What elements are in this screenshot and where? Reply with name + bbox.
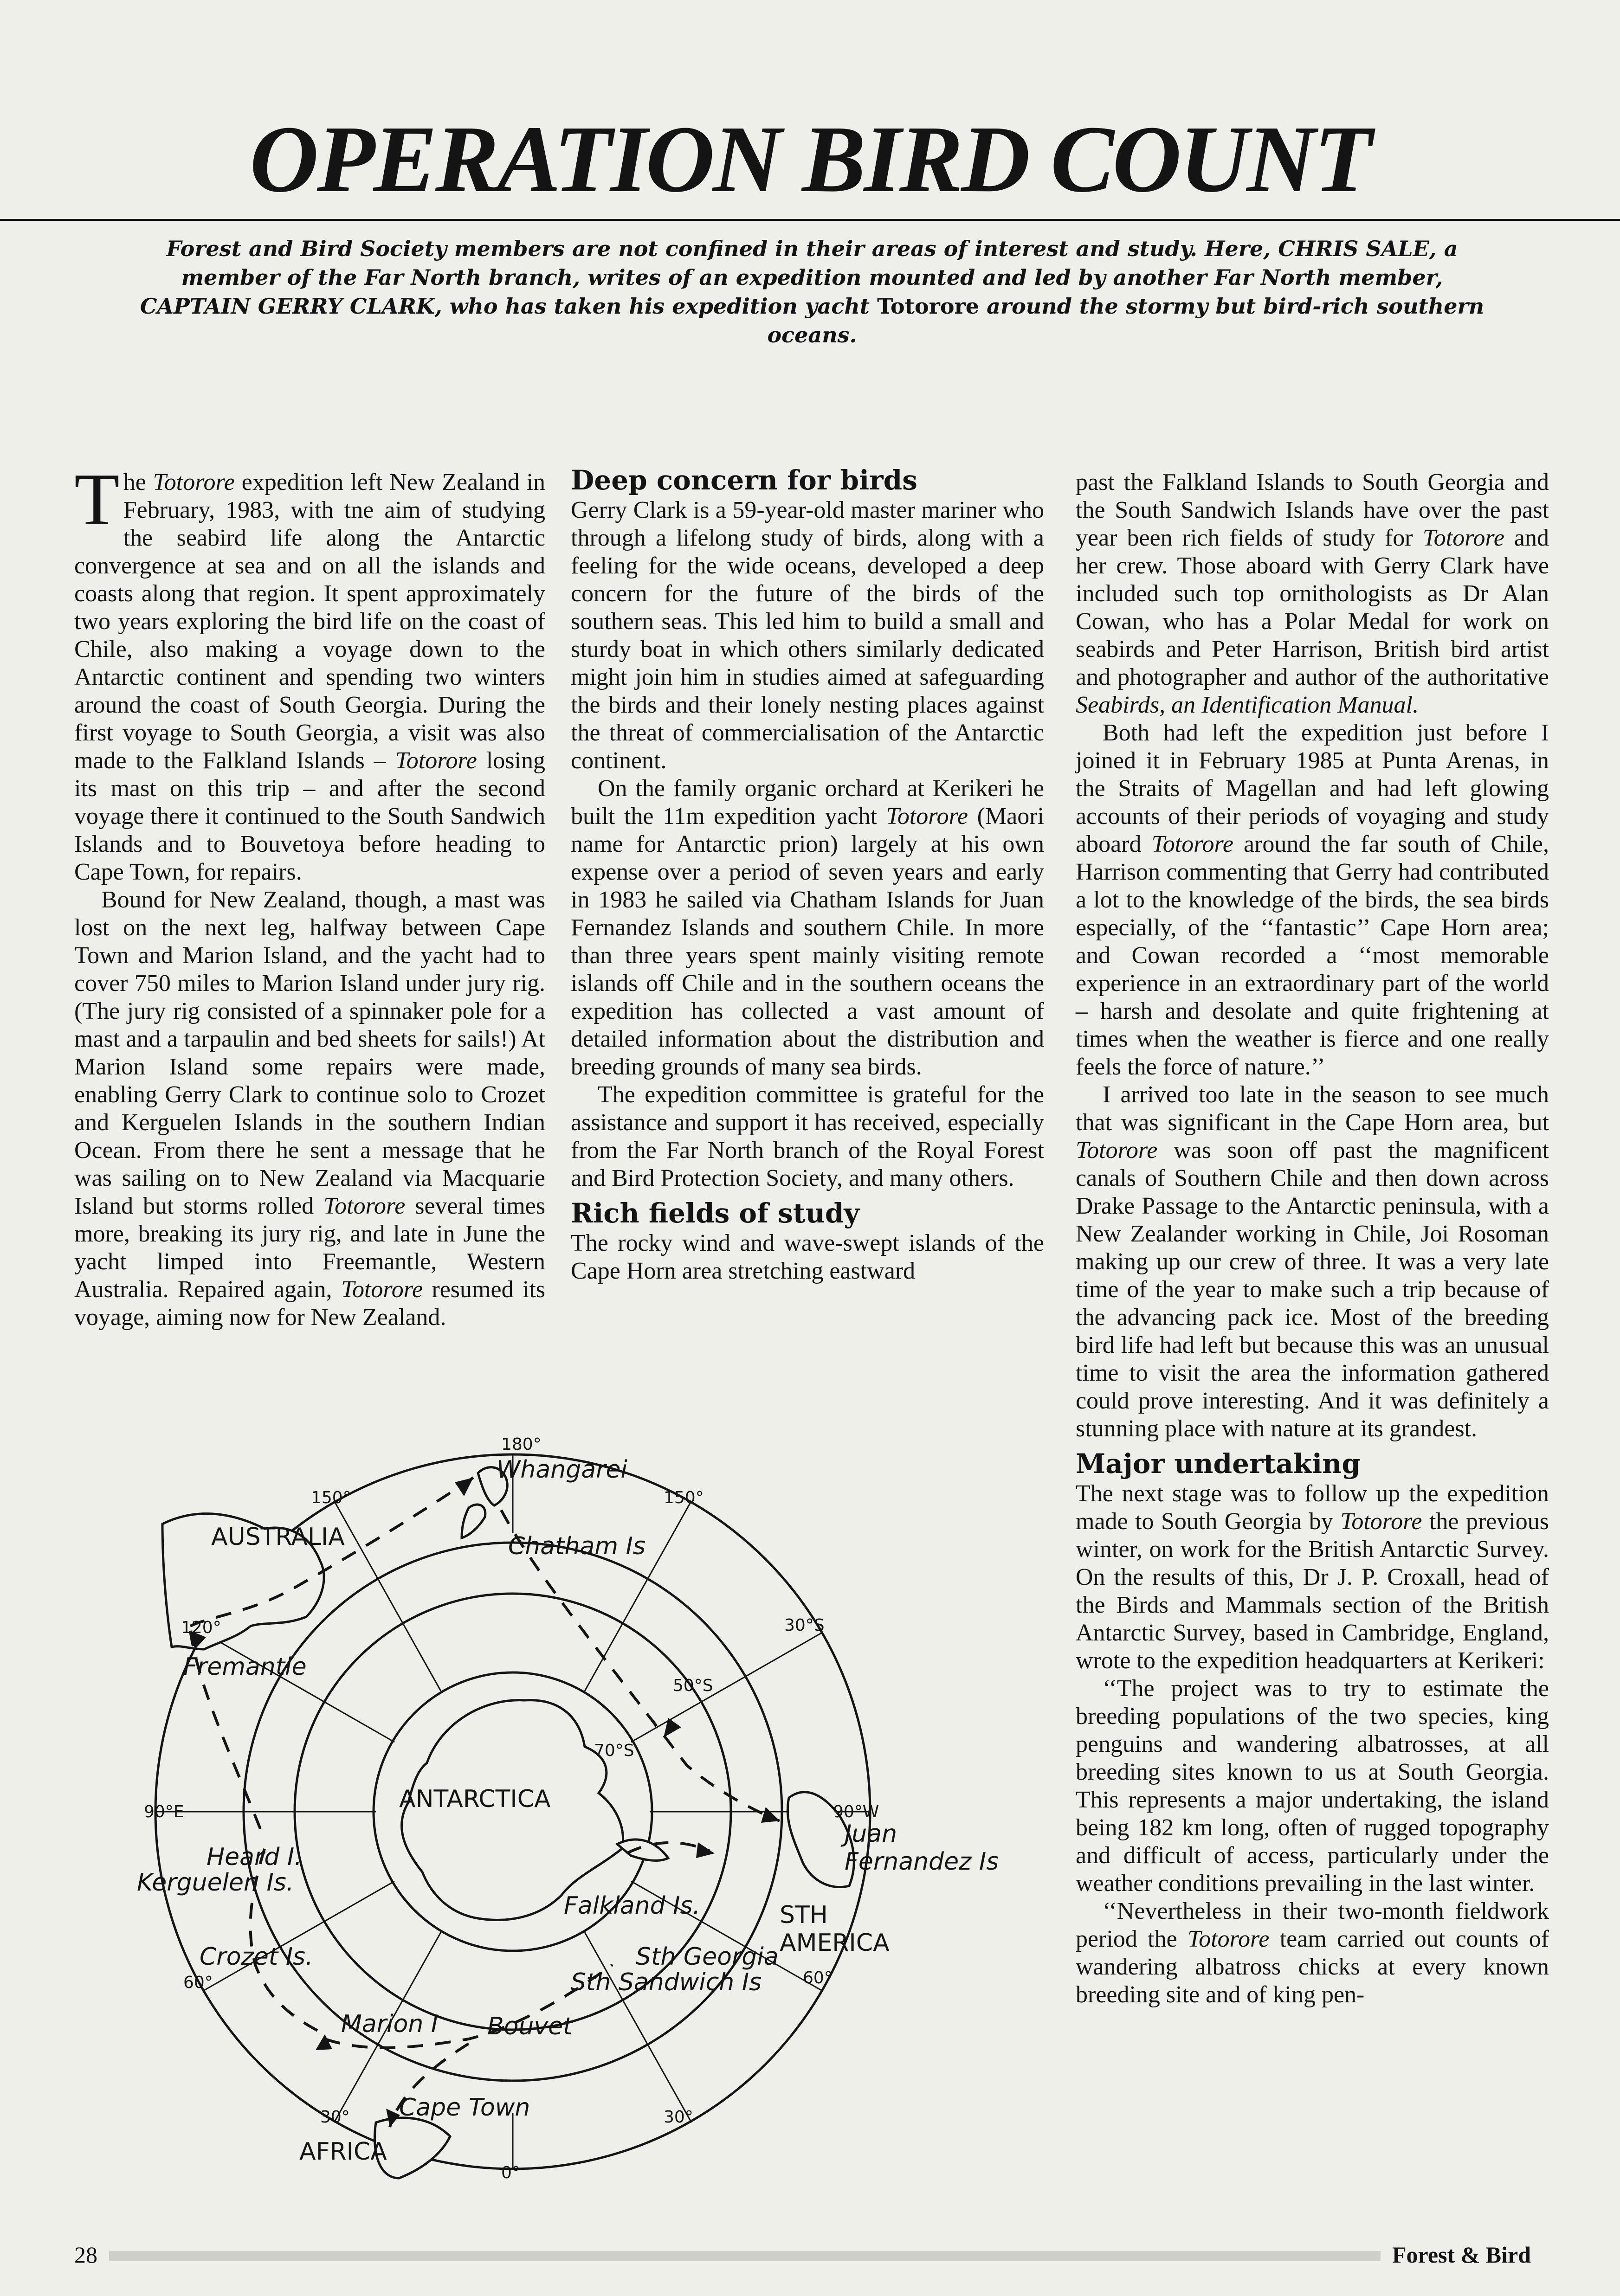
heading-rich-fields: Rich fields of study xyxy=(571,1197,860,1229)
label-whangarei: Whangarei xyxy=(497,1456,627,1484)
label-fremantle: Fremantle xyxy=(183,1653,307,1681)
arrow-whangarei xyxy=(455,1478,473,1496)
arrow-falklands xyxy=(696,1842,715,1858)
label-60-right: 60° xyxy=(803,1968,833,1987)
arrow-south-america xyxy=(761,1807,780,1823)
col3-p4-text-b: the previous winter, on work for the British Antarctic Survey. On the results of this, Dr J. P. Croxall, head of the Birds and Mammals section of the British Antarctic Survey, based in Cambridge, England, wrote to the expedition headquarters at Kerikeri: xyxy=(1076,1508,1549,1674)
col1-p1-text-b: expedition left New Zealand in February, 1983, with tne aim of studying the seabird life along the Antarctic convergence at sea and on all the islands and coasts along that region. It spent approximately two years exploring the bird life on the coast of Chile, also making a voyage down to the Antarctic continent and spending two winters around the coast of South Georgia. During the first voyage to South Georgia, a visit was also made to the Falkland Islands – xyxy=(74,469,545,774)
col1-p2-text-b: several times more, breaking its jury rig, and late in June the yacht limped into Freemantle, Western Australia. Repaired again, xyxy=(74,1193,545,1303)
label-30-left: 30° xyxy=(320,2108,350,2127)
col1-p2-text-c: resumed its voyage, aiming now for New Zealand. xyxy=(74,1276,546,1331)
label-150-left: 150° xyxy=(311,1488,351,1507)
title-rule xyxy=(0,219,1620,221)
label-90w: 90°W xyxy=(833,1802,879,1821)
col3-paragraph-3 xyxy=(1076,1081,1549,1443)
col3-p1-yacht: Totorore xyxy=(1422,525,1504,551)
label-sth: STH xyxy=(780,1901,828,1929)
col1-paragraph-2 xyxy=(74,886,545,1331)
page-footer xyxy=(74,2241,1559,2269)
magazine-name-amp: & xyxy=(1455,2242,1486,2268)
label-fernandez: Fernandez Is xyxy=(845,1848,999,1876)
label-30-right: 30° xyxy=(664,2108,693,2127)
label-0: 0° xyxy=(501,2163,520,2182)
col3-p6-text-b: team carried out counts of wandering albatross chicks at every known breeding site and of king pen- xyxy=(1076,1926,1549,2008)
label-america: AMERICA xyxy=(780,1929,890,1957)
standfirst-yacht-name: Totorore xyxy=(877,294,980,319)
col3-p4-yacht: Totorore xyxy=(1340,1508,1422,1535)
column-1 xyxy=(74,458,546,1331)
label-antarctica: ANTARCTICA xyxy=(399,1785,551,1813)
arrow-route-east xyxy=(664,1718,681,1737)
col1-paragraph-1 xyxy=(74,458,545,886)
col3-p3-yacht: Totorore xyxy=(1076,1137,1158,1164)
col3-p2-text-b: around the far south of Chile, Harrison commenting that Gerry had contributed a lot to the knowledge of the birds, the sea birds especially, of the ‘‘fantastic’’ Cape Horn area; and Cowan recorded a ‘‘most memorable experience in an extraordinary part of the world – harsh and desolate and quite frightening at times when the weather is fierce and one really feels the force of nature.’’ xyxy=(1076,831,1549,1080)
col1-p1-yacht-2: Totorore xyxy=(395,747,477,774)
label-australia: AUSTRALIA xyxy=(211,1523,345,1551)
page-number: 28 xyxy=(74,2242,97,2268)
label-chatham: Chatham Is xyxy=(508,1532,645,1560)
col3-paragraph-2 xyxy=(1076,719,1549,1081)
col3-paragraph-6 xyxy=(1076,1897,1549,2009)
col1-p2-yacht-1: Totorore xyxy=(323,1193,406,1219)
col2-paragraph-4: The rocky wind and wave-swept islands of the Cape Horn area stretching eastward xyxy=(571,1230,1044,1284)
col3-p1-text-b: and her crew. Those aboard with Gerry Clark have included such top ornithologists as Dr Alan Cowan, who has a Polar Medal for work on seabirds and Peter Harrison, British bird artist and photographer and author of the authoritative xyxy=(1076,525,1549,690)
article-title: OPERATION BIRD COUNT xyxy=(249,106,1371,212)
label-crozet: Crozet Is. xyxy=(200,1943,313,1971)
col2-paragraph-2 xyxy=(571,775,1044,1081)
label-70s: 70°S xyxy=(594,1741,634,1760)
standfirst-text-1: Forest and Bird Society members are not confined in their areas of interest and study. Here, CHRIS SALE, a member of the Far North branch, writes of an expedition mounted and led by another Far North member, CAPTAIN GERRY CLARK, who has taken his expedition yacht xyxy=(140,236,1458,319)
footer-rule xyxy=(109,2251,1381,2261)
heading-deep-concern: Deep concern for birds xyxy=(571,464,917,496)
col3-p6-text-a: ‘‘Nevertheless in their two-month fieldwork period the xyxy=(1076,1898,1549,1952)
col1-p1-yacht-1: Totorore xyxy=(153,469,235,495)
label-africa: AFRICA xyxy=(299,2138,387,2166)
label-60-left: 60° xyxy=(183,1973,213,1992)
col2-p2-text-b: (Maori name for Antarctic prion) largely at his own expense over a period of seven years and early in 1983 he sailed via Chatham Islands for Juan Fernandez Islands and southern Chile. In more than three years spent mainly visiting remote islands off Chile and in the southern oceans the expedition has collected a vast amount of detailed information about the distribution and breeding grounds of many sea birds. xyxy=(571,803,1044,1080)
label-falkland: Falkland Is. xyxy=(564,1892,701,1920)
col1-p2-text-a: Bound for New Zealand, though, a mast was lost on the next leg, halfway between Cape Town and Marion Island, and the yacht had to cover 750 miles to Marion Island under jury rig. (The jury rig consisted of a spinnaker pole for a mast and a tarpaulin and bed sheets for sails!) At Marion Island some repairs were made, enabling Gerry Clark to continue solo to Crozet and Kerguelen Islands in the southern Indian Ocean. From there he sent a message that he was sailing on to New Zealand via Macquarie Island but storms rolled xyxy=(74,887,545,1219)
label-120: 120° xyxy=(181,1618,221,1637)
arrow-marion xyxy=(316,2034,332,2050)
magazine-name-bird: Bird xyxy=(1485,2242,1531,2268)
col3-p1-book-title: Seabirds, an Identification Manual. xyxy=(1076,692,1419,718)
col3-p4-text-a: The next stage was to follow up the expedition made to South Georgia by xyxy=(1076,1480,1549,1535)
col1-p1-text-a: he xyxy=(123,469,153,495)
label-marion: Marion I xyxy=(341,2010,439,2038)
label-50s: 50°S xyxy=(673,1676,713,1695)
magazine-name-forest: Forest xyxy=(1392,2242,1455,2268)
label-sth-sandwich: Sth Sandwich Is xyxy=(571,1968,762,1996)
col3-p3-text-b: was soon off past the magnificent canals of Southern Chile and then down across Drake Passage to the Antarctic peninsula, with a New Zealander working in Chile, Joi Rosoman making up our crew of three. It was a very late time of the year to make such a trip because of the advancing pack ice. Most of the breeding bird life had left but because this was an unusual time to visit the area the information gathered could prove interesting. And it was definitely a stunning place with nature at its grandest. xyxy=(1076,1137,1549,1442)
col3-paragraph-5: ‘‘The project was to try to estimate the breeding populations of the two species, king penguins and wandering albatrosses, at all breeding sites known to us at South Georgia. This represents a major undertaking, the island being 182 km long, often of rugged topography and difficult of access, particularly under the weather conditions prevailing in the last winter. xyxy=(1076,1675,1549,1897)
col3-p2-text-a: Both had left the expedition just before I joined it in February 1985 at Punta Arenas, in the Straits of Magellan and had left glowing accounts of their periods of voyaging and study aboard xyxy=(1076,720,1549,857)
expedition-route-map xyxy=(116,1431,999,2183)
label-sth-georgia: Sth Georgia xyxy=(636,1943,779,1971)
col2-paragraph-1: Gerry Clark is a 59-year-old master mariner who through a lifelong study of birds, along with a feeling for the wide oceans, developed a deep concern for the future of the birds of the southern seas. This led him to build a small and sturdy boat in which others similarly dedicated might join him in studies aimed at safeguarding the birds and their lonely nesting places against the threat of commercialisation of the Antarctic continent. xyxy=(571,497,1044,774)
label-cape-town: Cape Town xyxy=(399,2094,530,2122)
col3-paragraph-4 xyxy=(1076,1480,1549,1675)
label-bouvet: Bouvet xyxy=(487,2013,573,2040)
magazine-name xyxy=(1392,2241,1531,2269)
col3-p2-yacht: Totorore xyxy=(1151,831,1233,857)
label-90e: 90°E xyxy=(144,1802,184,1821)
column-2 xyxy=(571,464,1044,1285)
col3-p6-yacht: Totorore xyxy=(1188,1926,1270,1952)
standfirst xyxy=(130,234,1494,349)
label-30s: 30°S xyxy=(784,1616,825,1635)
col1-p1-text-c: losing its mast on this trip – and after the second voyage there it continued to the South Sandwich Islands and to Bouvetoya before heading to Cape Town, for repairs. xyxy=(74,747,545,885)
col3-p3-text-a: I arrived too late in the season to see much that was significant in the Cape Horn area, but xyxy=(1076,1081,1549,1136)
label-juan: Juan xyxy=(845,1820,897,1848)
label-kerguelen: Kerguelen Is. xyxy=(137,1869,294,1897)
col2-p2-text-a: On the family organic orchard at Kerikeri he built the 11m expedition yacht xyxy=(571,775,1044,830)
nz-south-island xyxy=(462,1505,485,1538)
column-3 xyxy=(1076,469,1549,2009)
label-heard: Heard I. xyxy=(207,1843,302,1871)
col1-p2-yacht-2: Totorore xyxy=(341,1276,423,1303)
col2-paragraph-3: The expedition committee is grateful for the assistance and support it has received, especially from the Far North branch of the Royal Forest and Bird Protection Society, and many others. xyxy=(571,1081,1044,1191)
col3-paragraph-1 xyxy=(1076,469,1549,719)
drop-cap: T xyxy=(74,458,120,540)
standfirst-text-2: around the stormy but bird-rich southern oceans. xyxy=(767,294,1484,347)
col2-p2-yacht: Totorore xyxy=(886,803,968,830)
label-180: 180° xyxy=(501,1435,542,1454)
label-150-right: 150° xyxy=(664,1488,704,1507)
col3-p1-text-a: past the Falkland Islands to South Georgia and the South Sandwich Islands have over the past year been rich fields of study for xyxy=(1076,469,1549,551)
heading-major-undertaking: Major undertaking xyxy=(1076,1448,1361,1479)
